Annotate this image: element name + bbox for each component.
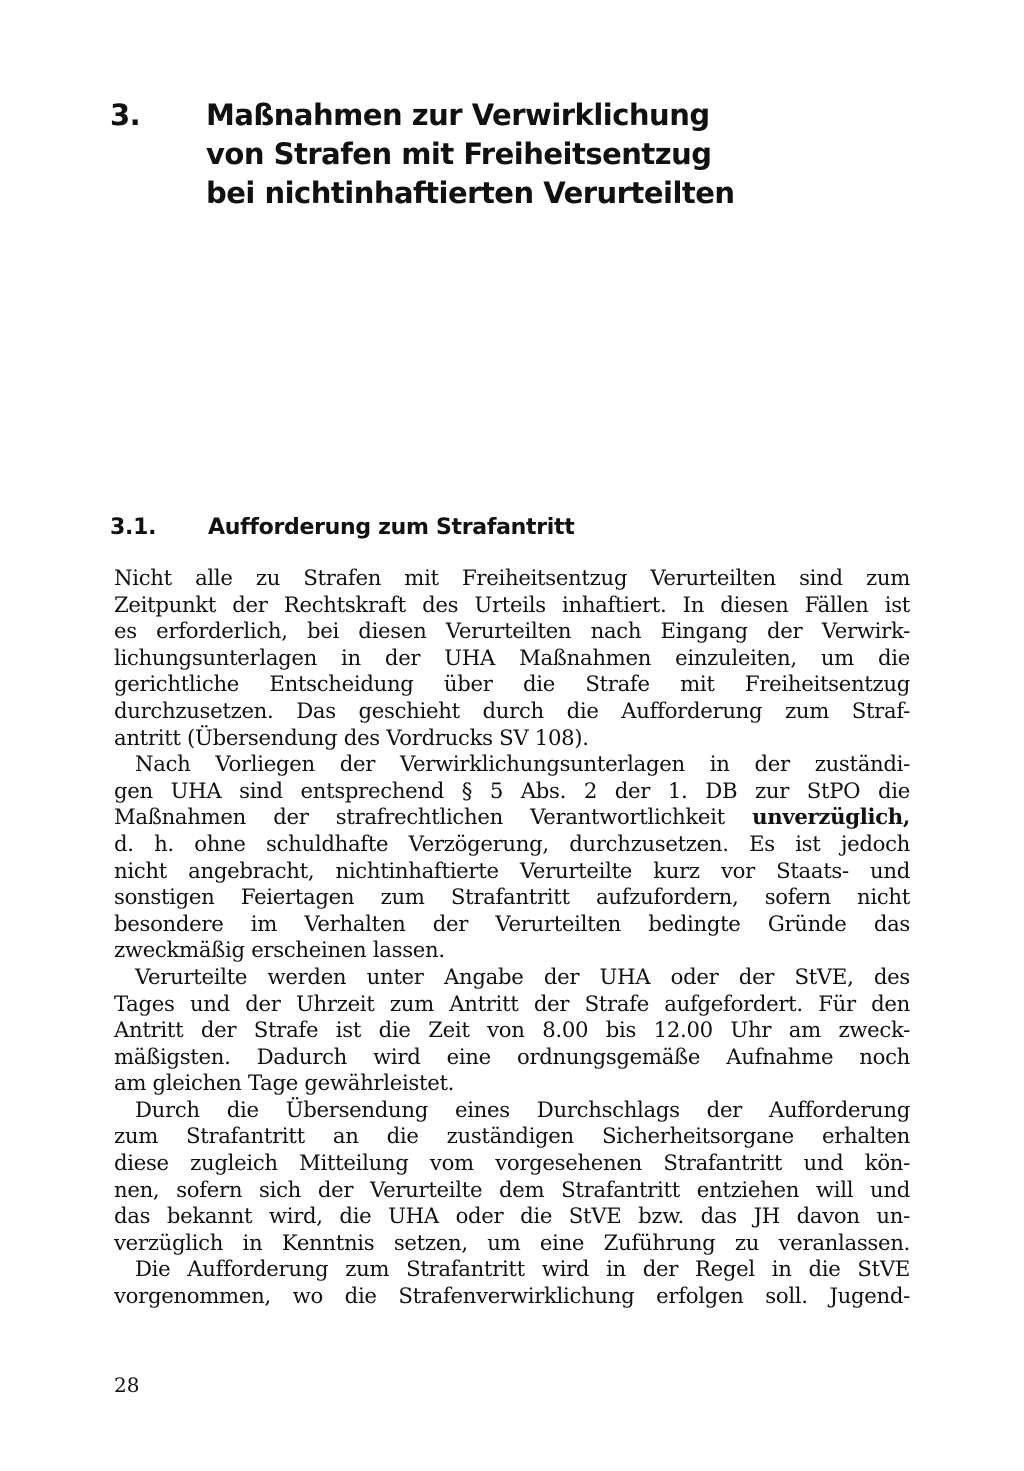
text-line: gerichtliche Entscheidung über die Strafe mit Freiheitsentzug xyxy=(114,671,910,697)
text-line: Nach Vorliegen der Verwirklichungsunterlagen in der zuständi- xyxy=(135,751,910,777)
paragraph xyxy=(114,565,910,751)
chapter-title-line: bei nichtinhaftierten Verurteilten xyxy=(206,176,735,210)
text-line: es erforderlich, bei diesen Verurteilten nach Eingang der Verwirk- xyxy=(114,618,910,644)
paragraph xyxy=(114,751,910,964)
text-line: am gleichen Tage gewährleistet. xyxy=(114,1070,455,1096)
chapter-title xyxy=(206,96,906,213)
text-line: mäßigsten. Dadurch wird eine ordnungsgemäße Aufnahme noch xyxy=(114,1043,910,1069)
text-line: verzüglich in Kenntnis setzen, um eine Zuführung zu veranlassen. xyxy=(114,1229,910,1255)
text-line: sonstigen Feiertagen zum Strafantritt aufzufordern, sofern nicht xyxy=(114,884,910,910)
section-title: Aufforderung zum Strafantritt xyxy=(208,515,575,540)
paragraph xyxy=(114,964,910,1097)
text-line: antritt (Übersendung des Vordrucks SV 108). xyxy=(114,724,589,750)
text-line-with-emphasis xyxy=(114,804,910,831)
text-line: Durch die Übersendung eines Durchschlags der Aufforderung xyxy=(135,1096,910,1122)
paragraph xyxy=(114,1097,910,1257)
text-line: besondere im Verhalten der Verurteilten bedingte Gründe das xyxy=(114,910,910,936)
chapter-number: 3. xyxy=(110,98,141,132)
chapter-title-line: Maßnahmen zur Verwirklichung xyxy=(206,98,710,132)
text-line: lichungsunterlagen in der UHA Maßnahmen einzuleiten, um die xyxy=(114,644,910,670)
section-number: 3.1. xyxy=(110,515,157,540)
text-line: durchzusetzen. Das geschieht durch die Aufforderung zum Straf- xyxy=(114,697,910,723)
text-line: das bekannt wird, die UHA oder die StVE bzw. das JH davon un- xyxy=(114,1203,910,1229)
text-line: zweckmäßig erscheinen lassen. xyxy=(114,937,445,963)
text-line: Nicht alle zu Strafen mit Freiheitsentzug Verurteilten sind zum xyxy=(114,565,910,590)
text-line: Zeitpunkt der Rechtskraft des Urteils inhaftiert. In diesen Fällen ist xyxy=(114,591,910,617)
body-text xyxy=(114,565,910,1310)
text-line: d. h. ohne schuldhafte Verzögerung, durchzusetzen. Es ist jedoch xyxy=(114,830,910,856)
text-line: nen, sofern sich der Verurteilte dem Strafantritt entziehen will und xyxy=(114,1176,910,1202)
text-line: Antritt der Strafe ist die Zeit von 8.00 bis 12.00 Uhr am zweck- xyxy=(114,1017,910,1043)
text-line: Tages und der Uhrzeit zum Antritt der Strafe aufgefordert. Für den xyxy=(114,990,910,1016)
text-segment: Maßnahmen der strafrechtlichen Verantwortlichkeit xyxy=(114,804,725,830)
chapter-title-line: von Strafen mit Freiheitsentzug xyxy=(206,137,712,171)
page-number: 28 xyxy=(114,1373,140,1397)
text-line: gen UHA sind entsprechend § 5 Abs. 2 der 1. DB zur StPO die xyxy=(114,777,910,803)
text-line: nicht angebracht, nichtinhaftierte Verurteilte kurz vor Staats- und xyxy=(114,857,910,883)
text-line: vorgenommen, wo die Strafenverwirklichung erfolgen soll. Jugend- xyxy=(114,1283,910,1309)
text-line: Verurteilte werden unter Angabe der UHA oder der StVE, des xyxy=(135,963,910,989)
text-line: Die Aufforderung zum Strafantritt wird in der Regel in die StVE xyxy=(135,1256,910,1282)
text-line: diese zugleich Mitteilung vom vorgesehenen Strafantritt und kön- xyxy=(114,1150,910,1176)
text-line: zum Strafantritt an die zuständigen Sicherheitsorgane erhalten xyxy=(114,1123,910,1149)
emphasis-text: unverzüglich, xyxy=(752,804,910,830)
paragraph xyxy=(114,1256,910,1309)
